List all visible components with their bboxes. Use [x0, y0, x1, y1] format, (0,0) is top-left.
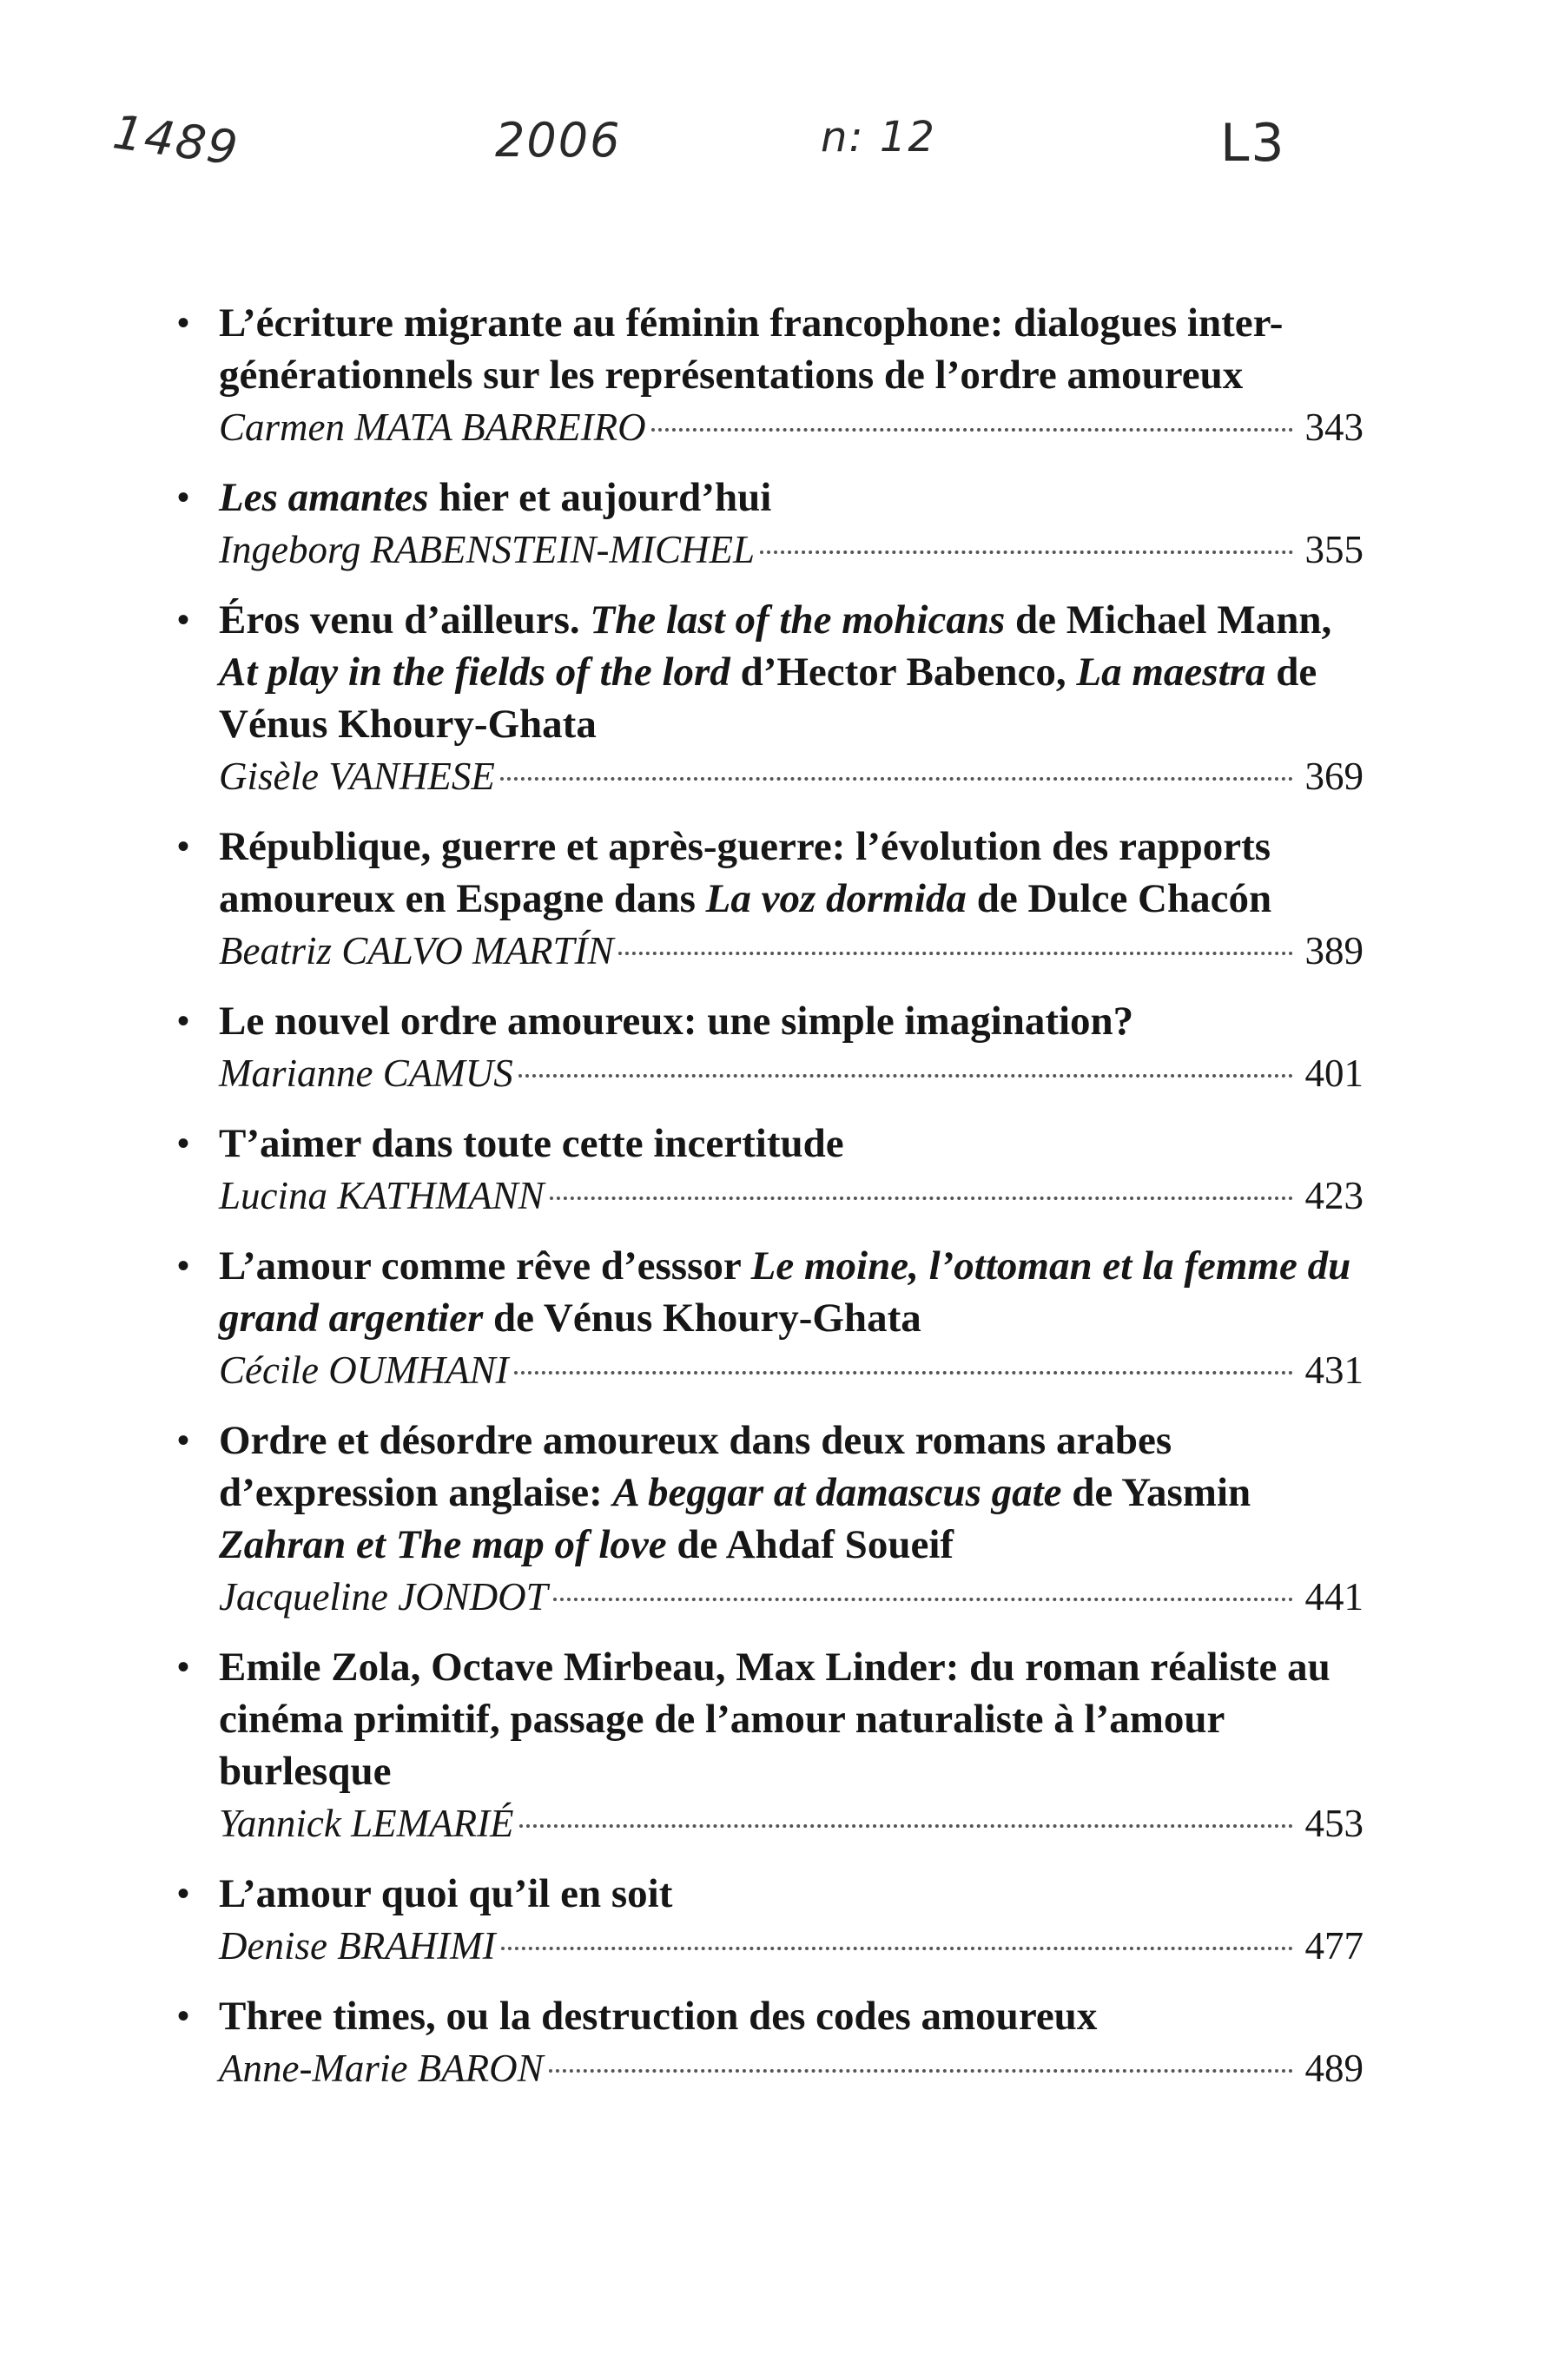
author-line — [219, 1170, 1364, 1222]
author-line — [219, 1571, 1364, 1623]
entry-page-number: 477 — [1304, 1924, 1364, 1968]
entry-title-part: République, guerre et après-guerre: l’évolution des rapports amoureux en Espagne dans — [219, 824, 1271, 921]
entry-title-part: T’aimer dans toute cette incertitude — [219, 1121, 844, 1166]
entry-author: Denise BRAHIMI — [219, 1924, 496, 1968]
bullet-icon: • — [177, 1001, 190, 1040]
entry-page-number: 489 — [1304, 2047, 1364, 2090]
entry-page-number: 431 — [1304, 1348, 1364, 1392]
dot-leader — [618, 952, 1292, 955]
dot-leader — [550, 1197, 1293, 1200]
author-line — [219, 925, 1364, 977]
dot-leader — [501, 1947, 1293, 1950]
entry-title — [219, 1990, 1364, 2042]
entry-page-number: 355 — [1304, 528, 1364, 571]
dot-leader — [651, 428, 1293, 432]
entry-title-part: La maestra — [1076, 649, 1266, 695]
entry-page-number: 441 — [1304, 1575, 1364, 1619]
entry-title-part: de Vénus Khoury-Ghata — [483, 1295, 921, 1341]
entry-title-part: hier et aujourd’hui — [428, 475, 772, 520]
entry-page-number: 453 — [1304, 1802, 1364, 1845]
toc-entry — [174, 1641, 1364, 1849]
entry-author: Cécile OUMHANI — [219, 1348, 509, 1392]
entry-title — [219, 1641, 1364, 1797]
entry-page-number: 343 — [1304, 405, 1364, 449]
bullet-icon: • — [177, 1421, 190, 1460]
entry-title-part: L’amour comme rêve d’esssor — [219, 1243, 751, 1289]
handwritten-note-year: 2006 — [495, 113, 622, 168]
toc-entry — [174, 1240, 1364, 1396]
dot-leader — [518, 1074, 1293, 1078]
toc-entry — [174, 1868, 1364, 1972]
entry-title-part: de Ahdaf Soueif — [666, 1522, 954, 1567]
entry-title — [219, 1240, 1364, 1344]
toc-entry — [174, 1990, 1364, 2094]
entry-title-part: Emile Zola, Octave Mirbeau, Max Linder: du roman réaliste au cinéma primitif, passage de l’amour naturaliste à l’amour burlesque — [219, 1645, 1331, 1794]
author-line — [219, 1797, 1364, 1849]
entry-title-part: d’Hector Babenco, — [730, 649, 1077, 695]
author-line — [219, 524, 1364, 576]
entry-author: Marianne CAMUS — [219, 1052, 513, 1095]
entry-title-part: A beggar at damascus gate — [612, 1470, 1062, 1515]
toc-entry — [174, 1414, 1364, 1623]
bullet-icon: • — [177, 1874, 190, 1913]
entry-author: Beatriz CALVO MARTÍN — [219, 929, 614, 972]
dot-leader — [519, 1824, 1293, 1828]
bullet-icon: • — [177, 303, 190, 342]
author-line — [219, 1920, 1364, 1972]
author-line — [219, 1344, 1364, 1396]
handwritten-note-code: L3 — [1220, 113, 1286, 174]
entry-title-part: de Yasmin — [1061, 1470, 1251, 1515]
bullet-icon: • — [177, 827, 190, 866]
entry-title-part: Les amantes — [219, 475, 429, 520]
entry-title-part: de Dulce Chacón — [966, 876, 1272, 921]
entry-title — [219, 594, 1364, 750]
entry-author: Gisèle VANHESE — [219, 755, 495, 798]
entry-title — [219, 1414, 1364, 1571]
handwritten-note-number: n: 12 — [821, 113, 936, 162]
table-of-contents — [174, 297, 1364, 2113]
entry-author: Carmen MATA BARREIRO — [219, 405, 646, 449]
author-line — [219, 1047, 1364, 1099]
entry-author: Yannick LEMARIÉ — [219, 1802, 514, 1845]
toc-entry — [174, 1117, 1364, 1222]
entry-title-part: La voz dormida — [705, 876, 967, 921]
author-line — [219, 2042, 1364, 2094]
entry-title-part: de Vénus Khoury-Ghata — [219, 649, 1317, 747]
entry-page-number: 389 — [1304, 929, 1364, 972]
entry-title-part: Le nouvel ordre amoureux: une simple imagination? — [219, 999, 1134, 1044]
entry-title-part: Ordre et désordre amoureux dans deux romans arabes d’expression anglaise: — [219, 1418, 1172, 1515]
bullet-icon: • — [177, 1996, 190, 2035]
bullet-icon: • — [177, 600, 190, 639]
entry-author: Jacqueline JONDOT — [219, 1575, 548, 1619]
entry-author: Anne-Marie BARON — [219, 2047, 544, 2090]
entry-title — [219, 1868, 1364, 1920]
entry-title — [219, 995, 1364, 1047]
dot-leader — [514, 1371, 1293, 1375]
entry-title — [219, 1117, 1364, 1170]
toc-entry — [174, 297, 1364, 453]
entry-title-part: L’écriture migrante au féminin francophone: dialogues inter-générationnels sur les représentations de l’ordre amoureux — [219, 300, 1284, 398]
toc-entry — [174, 594, 1364, 802]
entry-title-part: The last of the mohicans — [590, 597, 1006, 643]
dot-leader — [500, 777, 1293, 781]
bullet-icon: • — [177, 1647, 190, 1686]
entry-title-part: Le moine, l’ottoman et la femme du grand argentier — [219, 1243, 1351, 1341]
entry-title-part: L’amour quoi qu’il en soit — [219, 1871, 673, 1916]
dot-leader — [549, 2069, 1293, 2073]
entry-author: Lucina KATHMANN — [219, 1174, 545, 1217]
bullet-icon: • — [177, 1246, 190, 1285]
toc-entry — [174, 471, 1364, 576]
entry-page-number: 401 — [1304, 1052, 1364, 1095]
entry-title — [219, 471, 1364, 524]
entry-title-part: Three times, ou la destruction des codes amoureux — [219, 1994, 1098, 2039]
entry-title-part: At play in the fields of the lord — [219, 649, 730, 695]
bullet-icon: • — [177, 478, 190, 517]
dot-leader — [760, 550, 1292, 554]
entry-title — [219, 821, 1364, 925]
bullet-icon: • — [177, 1124, 190, 1163]
dot-leader — [553, 1598, 1293, 1601]
entry-title — [219, 297, 1364, 401]
entry-page-number: 369 — [1304, 755, 1364, 798]
entry-page-number: 423 — [1304, 1174, 1364, 1217]
toc-entry — [174, 995, 1364, 1099]
author-line — [219, 750, 1364, 802]
entry-title-part: Éros venu d’ailleurs. — [219, 597, 591, 643]
author-line — [219, 401, 1364, 453]
entry-title-part: Zahran et The map of love — [219, 1522, 667, 1567]
toc-entry — [174, 821, 1364, 977]
entry-title-part: de Michael Mann, — [1005, 597, 1332, 643]
entry-author: Ingeborg RABENSTEIN-MICHEL — [219, 528, 756, 571]
handwritten-note-left: 1489 — [109, 104, 243, 176]
